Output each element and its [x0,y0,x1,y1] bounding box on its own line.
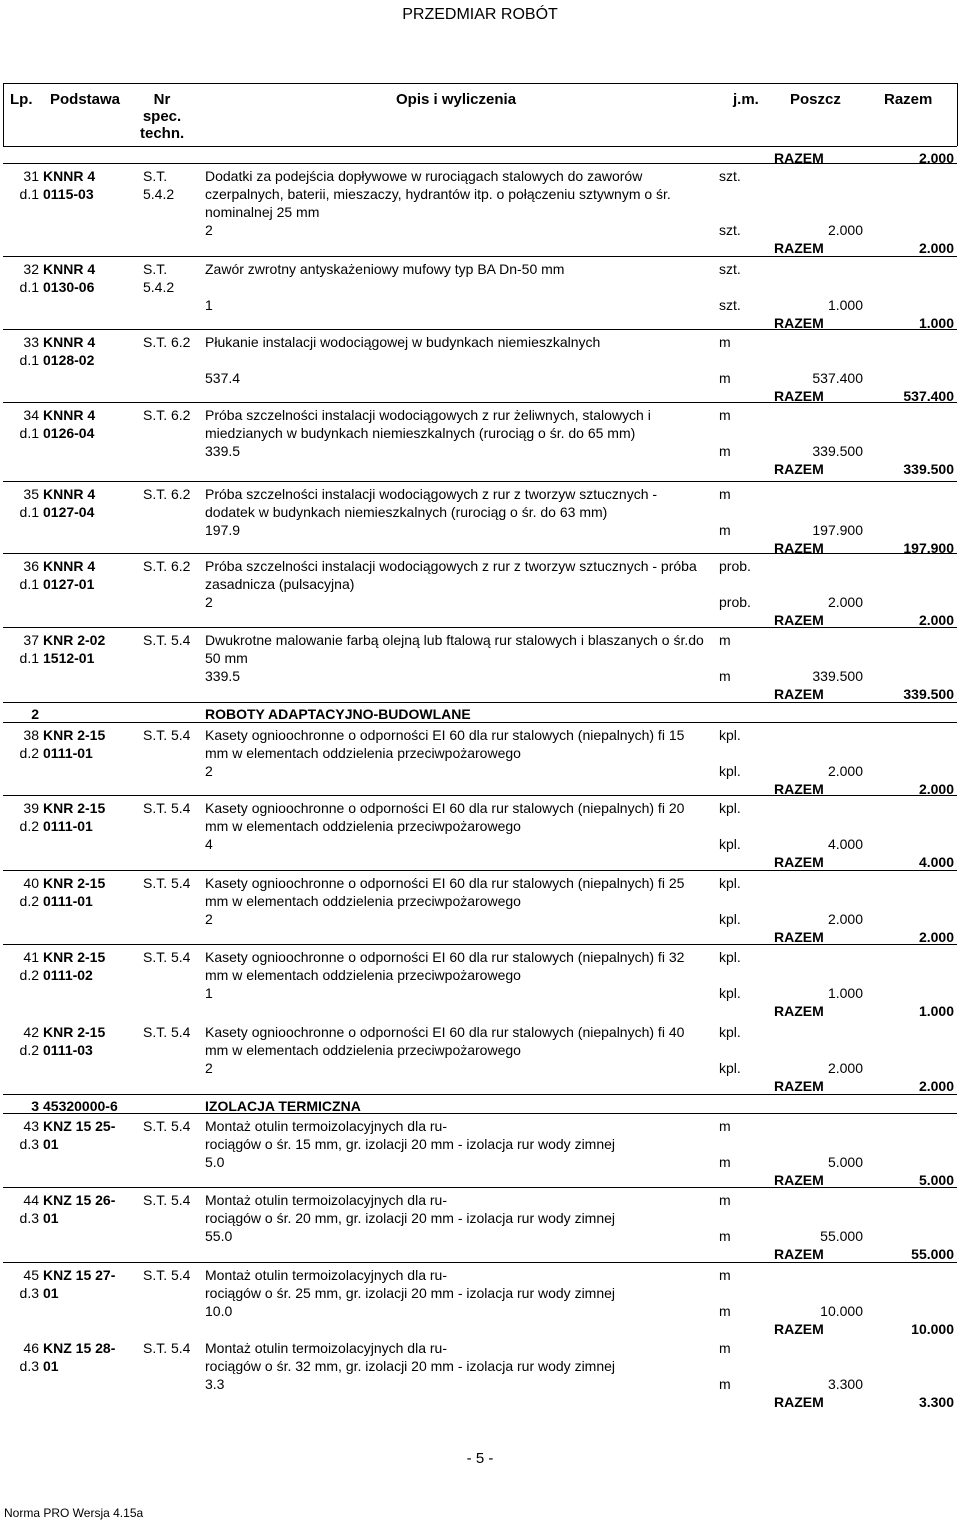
item-razem [750,685,954,703]
item-unit: m [719,486,731,502]
item-spec: S.T. 5.4 [143,1340,191,1356]
item-lp: 36 [23,558,39,574]
item-lp: 44 [23,1192,39,1208]
item-razem-value: 1.000 [918,1003,954,1019]
item-description: Kasety ognioochronne o odporności EI 60 dla rur stalowych (niepalnych) fi 32 mm w elementach oddzielenia przeciwpożarowego [205,949,685,983]
item-sub: d.2 [19,967,39,983]
item-unit: szt. [719,261,741,277]
item-razem-label: RAZEM [774,781,824,797]
item-unit: m [719,334,731,350]
item-razem-label: RAZEM [774,1172,824,1188]
item-description: Kasety ognioochronne o odporności EI 60 dla rur stalowych (niepalnych) fi 20 mm w elementach oddzielenia przeciwpożarowego [205,800,685,834]
section-title: IZOLACJA TERMICZNA [205,1098,361,1114]
item-description: Montaż otulin termoizolacyjnych dla ru- rociągów o śr. 20 mm, gr. izolacji 20 mm - izolacja rur wody zimnej [205,1192,616,1226]
item-razem-value: 5.000 [918,1172,954,1188]
item-lp: 46 [23,1340,39,1356]
item-razem-value: 55.000 [911,1246,954,1262]
item-calc-unit: szt. [719,297,741,313]
row-separator [3,944,957,945]
header-jm: j.m. [733,91,759,108]
item-podstawa-code: 0127-01 [43,576,95,592]
item-calc-total: 2.000 [827,594,863,610]
item-razem-value: 2.000 [918,1078,954,1094]
item-sub: d.2 [19,818,39,834]
item-razem-label: RAZEM [774,929,824,945]
item-razem [750,853,954,871]
item-calc-total: 2.000 [827,911,863,927]
software-footer: Norma PRO Wersja 4.15a [4,1506,144,1520]
item-description: Dodatki za podejścia dopływowe w rurociągach stalowych do zaworów czerpalnych, baterii, mieszaczy, hydrantów itp. o połączeniu sztywnym o śr. nominalnej 25 mm [205,168,671,220]
item-calc-unit: prob. [719,594,751,610]
item-description: Kasety ognioochronne o odporności EI 60 dla rur stalowych (niepalnych) fi 15 mm w elementach oddzielenia przeciwpożarowego [205,727,685,761]
item-calc-value: 1 [205,985,213,1001]
item-lp: 39 [23,800,39,816]
item-calc-value: 2 [205,911,213,927]
row-separator [3,870,957,871]
item-podstawa-code: 0130-06 [43,279,95,295]
row-separator [3,722,957,723]
item-spec: S.T. 6.2 [143,558,191,574]
item-calc-unit: szt. [719,222,741,238]
item-description: Montaż otulin termoizolacyjnych dla ru- rociągów o śr. 32 mm, gr. izolacji 20 mm - izolacja rur wody zimnej [205,1340,616,1374]
item-description: Kasety ognioochronne o odporności EI 60 dla rur stalowych (niepalnych) fi 25 mm w elementach oddzielenia przeciwpożarowego [205,875,685,909]
item-calc-value: 2 [205,594,213,610]
item-calc-unit: kpl. [719,911,741,927]
item-razem [750,239,954,257]
razem-label: RAZEM [774,150,824,166]
item-podstawa: KNNR 4 [43,168,96,184]
item-unit: m [719,632,731,648]
item-description: Dwukrotne malowanie farbą olejną lub ftalową rur stalowych i blaszanych o śr.do 50 mm [205,632,704,666]
item-lp: 42 [23,1024,39,1040]
item-podstawa: KNNR 4 [43,558,96,574]
item-unit: prob. [719,558,751,574]
section-lp: 3 [31,1098,39,1114]
item-razem-value: 1.000 [918,315,954,331]
header-lp: Lp. [10,91,33,108]
item-lp: 31 [23,168,39,184]
item-podstawa-code: 0111-01 [43,818,93,834]
section-separator [3,1094,957,1095]
razem-value: 2.000 [918,150,954,166]
item-unit: szt. [719,168,741,184]
item-lp: 40 [23,875,39,891]
item-spec: S.T. 5.4 [143,875,191,891]
item-calc-total: 4.000 [827,836,863,852]
item-podstawa: KNZ 15 25- [43,1118,116,1134]
header-nr-spec: Nr spec. techn. [140,91,185,142]
item-podstawa-code: 0111-03 [43,1042,93,1058]
item-razem-label: RAZEM [774,1003,824,1019]
item-unit: m [719,1192,731,1208]
item-sub: d.1 [19,504,39,520]
item-calc-total: 5.000 [827,1154,863,1170]
item-spec: S.T. 5.4 [143,1192,191,1208]
item-spec: S.T. 5.4 [143,1024,191,1040]
item-sub: d.1 [19,352,39,368]
item-podstawa-code: 0111-01 [43,745,93,761]
item-lp: 38 [23,727,39,743]
header-border-right [957,83,958,146]
item-calc-value: 1 [205,297,213,313]
item-calc-unit: m [719,1303,731,1319]
item-lp: 43 [23,1118,39,1134]
item-description: Kasety ognioochronne o odporności EI 60 dla rur stalowych (niepalnych) fi 40 mm w elementach oddzielenia przeciwpożarowego [205,1024,685,1058]
item-calc-value: 5.0 [205,1154,225,1170]
item-calc-value: 4 [205,836,213,852]
row-separator [3,256,957,257]
item-sub: d.1 [19,425,39,441]
item-razem-value: 2.000 [918,240,954,256]
item-calc-value: 55.0 [205,1228,233,1244]
header-poszcz: Poszcz [790,91,841,108]
item-podstawa-code: 1512-01 [43,650,95,666]
item-razem-label: RAZEM [774,1246,824,1262]
item-calc-unit: m [719,1154,731,1170]
item-razem-value: 2.000 [918,781,954,797]
item-calc-unit: kpl. [719,763,741,779]
item-razem [750,1245,954,1263]
item-calc-total: 537.400 [812,370,863,386]
item-razem-label: RAZEM [774,1321,824,1337]
section-separator [3,702,957,703]
row-separator [3,1187,957,1188]
item-sub: d.1 [19,186,39,202]
item-spec: S.T. 5.4 [143,1118,191,1134]
item-lp: 34 [23,407,39,423]
item-unit: kpl. [719,800,741,816]
item-spec: S.T. 5.4 [143,800,191,816]
item-lp: 32 [23,261,39,277]
item-calc-total: 55.000 [820,1228,863,1244]
item-sub: d.2 [19,745,39,761]
item-unit: m [719,1267,731,1283]
item-description: Montaż otulin termoizolacyjnych dla ru- rociągów o śr. 15 mm, gr. izolacji 20 mm - izolacja rur wody zimnej [205,1118,616,1152]
row-separator [3,481,957,482]
item-podstawa-code: 0127-04 [43,504,95,520]
item-unit: kpl. [719,949,741,965]
row-separator [3,553,957,554]
item-razem-value: 3.300 [918,1394,954,1410]
item-razem-label: RAZEM [774,854,824,870]
row-separator [3,627,957,628]
item-podstawa-code: 01 [43,1358,59,1374]
item-podstawa: KNNR 4 [43,334,96,350]
row-separator [3,1113,957,1114]
item-razem [750,1077,954,1095]
item-description: Zawór zwrotny antyskażeniowy mufowy typ BA Dn-50 mm [205,261,565,277]
row-separator [3,329,957,330]
item-calc-total: 1.000 [827,985,863,1001]
item-podstawa: KNR 2-15 [43,800,106,816]
item-description: Próba szczelności instalacji wodociągowych z rur z tworzyw sztucznych - dodatek w budynkach niemieszkalnych (rurociąg o śr. do 63 mm) [205,486,658,520]
item-calc-value: 339.5 [205,443,241,459]
item-lp: 33 [23,334,39,350]
item-calc-unit: kpl. [719,836,741,852]
item-razem-label: RAZEM [774,388,824,404]
item-unit: kpl. [719,727,741,743]
item-sub: d.1 [19,576,39,592]
item-razem-label: RAZEM [774,686,824,702]
item-sub: d.3 [19,1210,39,1226]
item-calc-value: 2 [205,1060,213,1076]
item-unit: m [719,1340,731,1356]
item-podstawa: KNZ 15 26- [43,1192,116,1208]
item-razem-value: 2.000 [918,929,954,945]
item-unit: m [719,407,731,423]
item-calc-unit: m [719,522,731,538]
item-calc-value: 2 [205,763,213,779]
item-podstawa: KNR 2-15 [43,875,106,891]
item-calc-unit: m [719,370,731,386]
item-spec: S.T. 5.4 [143,727,191,743]
item-podstawa-code: 0111-01 [43,893,93,909]
item-calc-unit: m [719,1228,731,1244]
item-razem-label: RAZEM [774,540,824,556]
item-razem-value: 4.000 [918,854,954,870]
item-calc-unit: m [719,668,731,684]
item-lp: 45 [23,1267,39,1283]
item-spec: S.T. 6.2 [143,486,191,502]
header-top-rule [3,83,957,84]
item-lp: 37 [23,632,39,648]
item-sub: d.1 [19,650,39,666]
item-sub: d.3 [19,1136,39,1152]
item-sub: d.3 [19,1358,39,1374]
item-razem-label: RAZEM [774,461,824,477]
section-lp: 2 [31,706,39,722]
item-podstawa: KNR 2-15 [43,949,106,965]
row-separator [3,795,957,796]
item-calc-unit: kpl. [719,985,741,1001]
item-spec: S.T. 6.2 [143,407,191,423]
row-separator [3,402,957,403]
item-podstawa-code: 01 [43,1136,59,1152]
item-calc-total: 1.000 [827,297,863,313]
item-razem-label: RAZEM [774,315,824,331]
item-spec: S.T. 5.4.2 [143,261,175,295]
item-description: Płukanie instalacji wodociągowej w budynkach niemieszkalnych [205,334,601,350]
page-number: - 5 - [466,1450,494,1467]
item-unit: kpl. [719,875,741,891]
item-razem-value: 339.500 [903,461,954,477]
item-calc-total: 2.000 [827,222,863,238]
item-calc-total: 10.000 [820,1303,863,1319]
item-spec: S.T. 5.4 [143,1267,191,1283]
item-razem-label: RAZEM [774,612,824,628]
item-spec: S.T. 5.4.2 [143,168,175,202]
item-calc-total: 2.000 [827,1060,863,1076]
item-sub: d.2 [19,1042,39,1058]
item-razem-value: 537.400 [903,388,954,404]
item-calc-value: 537.4 [205,370,241,386]
item-lp: 41 [23,949,39,965]
item-calc-total: 2.000 [827,763,863,779]
item-podstawa: KNNR 4 [43,261,96,277]
item-spec: S.T. 5.4 [143,949,191,965]
item-podstawa: KNNR 4 [43,486,96,502]
item-calc-value: 339.5 [205,668,241,684]
header-border-left [3,83,4,146]
document-title: PRZEDMIAR ROBÓT [402,6,558,23]
item-description: Próba szczelności instalacji wodociągowych z rur żeliwnych, stalowych i miedzianych w budynkach niemieszkalnych (rurociąg o śr. do 65 mm) [205,407,651,441]
item-podstawa-code: 0128-02 [43,352,95,368]
item-podstawa-code: 0126-04 [43,425,95,441]
item-calc-value: 10.0 [205,1303,233,1319]
item-podstawa: KNR 2-15 [43,727,106,743]
item-razem [750,460,954,478]
item-unit: m [719,1118,731,1134]
item-sub: d.1 [19,279,39,295]
item-razem-value: 10.000 [911,1321,954,1337]
item-calc-total: 339.500 [812,668,863,684]
header-bottom-rule [3,146,957,147]
item-razem-label: RAZEM [774,1394,824,1410]
item-calc-value: 2 [205,222,213,238]
item-podstawa-code: 01 [43,1285,59,1301]
item-spec: S.T. 5.4 [143,632,191,648]
item-calc-unit: kpl. [719,1060,741,1076]
item-description: Montaż otulin termoizolacyjnych dla ru- rociągów o śr. 25 mm, gr. izolacji 20 mm - izolacja rur wody zimnej [205,1267,616,1301]
item-unit: kpl. [719,1024,741,1040]
row-separator [3,1262,957,1263]
row-separator [3,163,957,164]
item-calc-total: 339.500 [812,443,863,459]
header-opis: Opis i wyliczenia [396,91,517,108]
item-razem-value: 2.000 [918,612,954,628]
item-calc-total: 3.300 [827,1376,863,1392]
item-description: Próba szczelności instalacji wodociągowych z rur z tworzyw sztucznych - próba zasadnicza (pulsacyjna) [205,558,697,592]
item-calc-unit: m [719,443,731,459]
item-podstawa: KNR 2-02 [43,632,106,648]
item-podstawa-code: 01 [43,1210,59,1226]
item-razem [750,1320,954,1338]
item-podstawa: KNZ 15 27- [43,1267,116,1283]
item-calc-value: 197.9 [205,522,241,538]
item-podstawa-code: 0115-03 [43,186,94,202]
header-podstawa: Podstawa [50,91,121,108]
section-title: ROBOTY ADAPTACYJNO-BUDOWLANE [205,706,471,722]
item-podstawa: KNR 2-15 [43,1024,106,1040]
header-razem: Razem [884,91,933,108]
item-calc-unit: m [719,1376,731,1392]
item-calc-value: 3.3 [205,1376,225,1392]
item-lp: 35 [23,486,39,502]
item-razem-label: RAZEM [774,1078,824,1094]
item-razem-value: 197.900 [903,540,954,556]
item-razem [750,539,954,557]
item-razem [750,1393,954,1411]
item-sub: d.2 [19,893,39,909]
item-razem [750,1002,954,1020]
item-razem-label: RAZEM [774,240,824,256]
item-sub: d.3 [19,1285,39,1301]
item-calc-total: 197.900 [812,522,863,538]
item-podstawa: KNNR 4 [43,407,96,423]
item-podstawa: KNZ 15 28- [43,1340,116,1356]
section-code: 45320000-6 [43,1098,118,1114]
item-razem-value: 339.500 [903,686,954,702]
item-podstawa-code: 0111-02 [43,967,93,983]
item-spec: S.T. 6.2 [143,334,191,350]
